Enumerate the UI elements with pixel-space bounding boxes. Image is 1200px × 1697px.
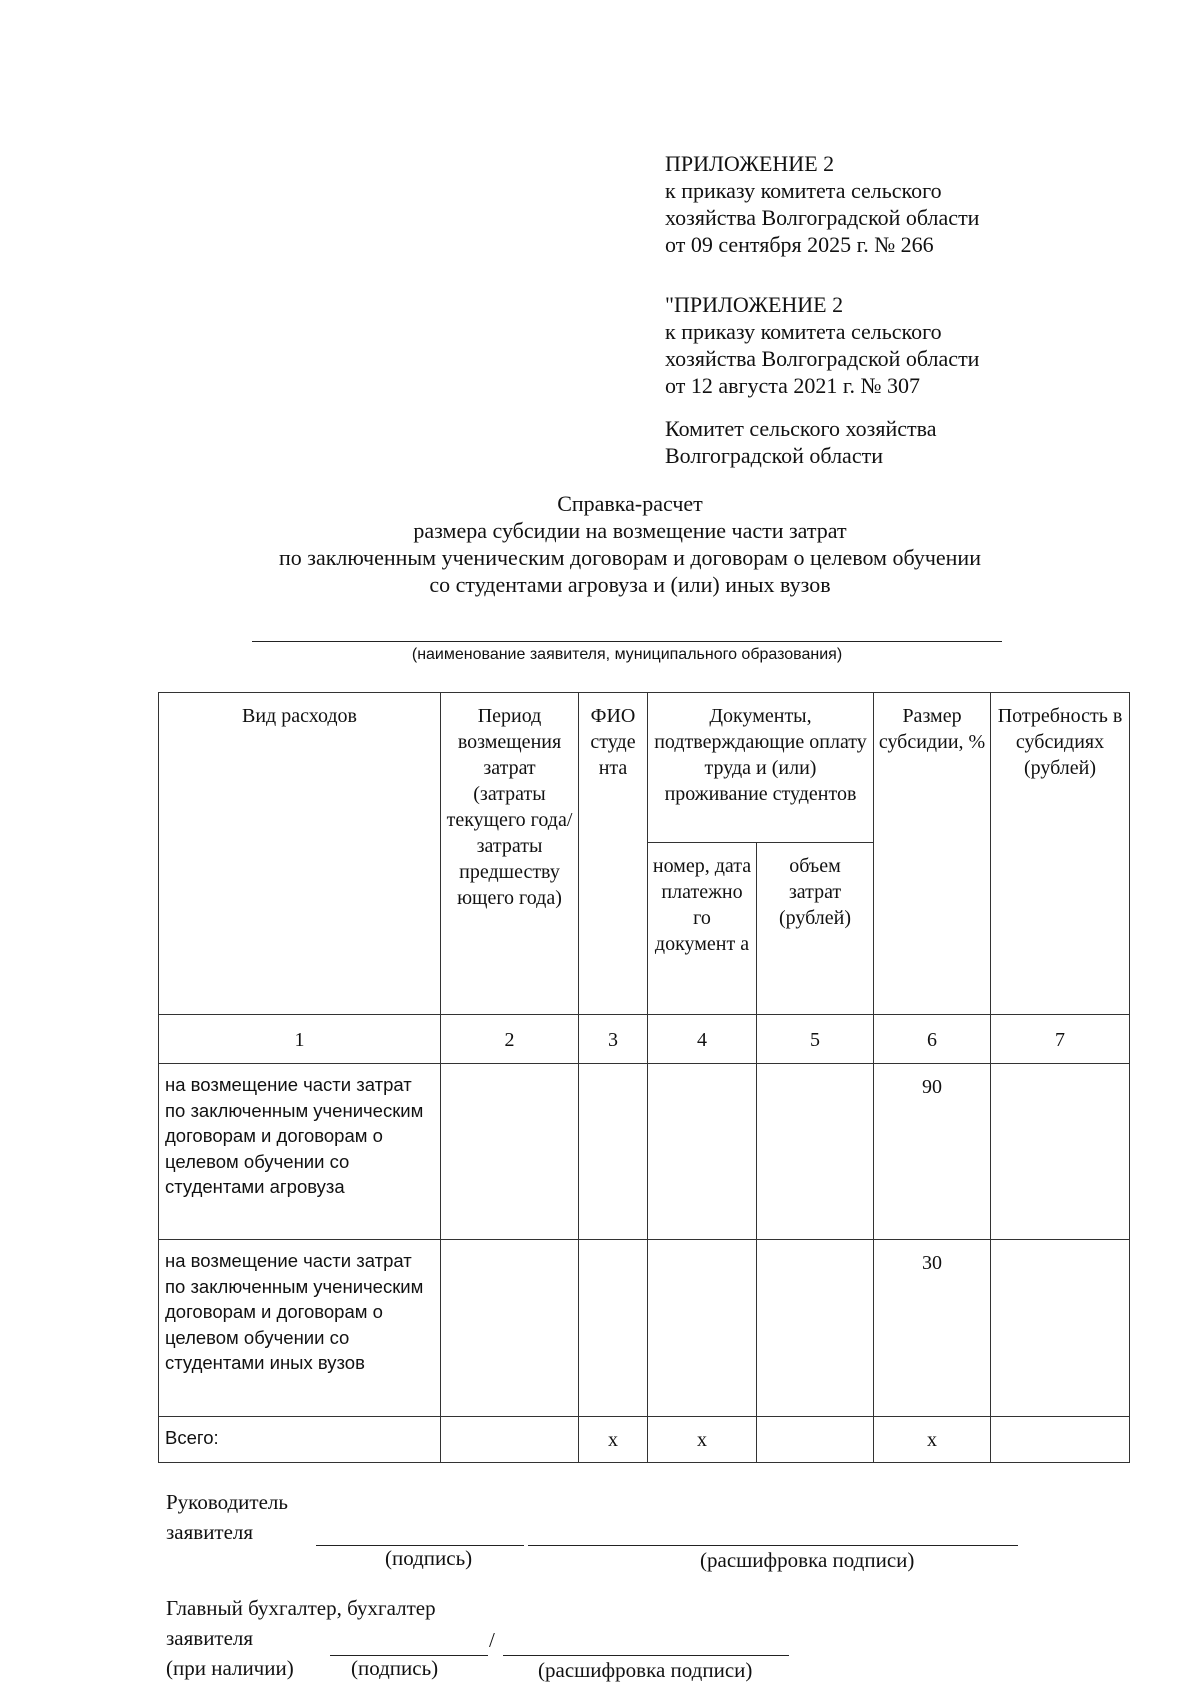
header-payment-documents: Документы, подтверждающие оплату труда и (или) проживание студентов <box>648 693 874 843</box>
period-cell <box>441 1064 579 1240</box>
head-signature-label-1: Руководитель <box>166 1490 288 1514</box>
recipient-block <box>665 415 936 469</box>
expense-amount-cell <box>757 1240 874 1417</box>
appendix-header-line: от 09 сентября 2025 г. № 266 <box>665 232 934 257</box>
subsidy-need-cell <box>991 1240 1130 1417</box>
header-subsidy-rate: Размер субсидии, % <box>874 693 991 1015</box>
head-name-caption: (расшифровка подписи) <box>700 1548 915 1572</box>
accountant-name-line <box>503 1655 789 1656</box>
header-document-number: номер, дата платежно го документ а <box>648 843 757 1015</box>
header-subsidy-need: Потребность в субсидиях (рублей) <box>991 693 1130 1015</box>
column-number: 5 <box>757 1015 874 1064</box>
applicant-name-line <box>252 641 1002 642</box>
appendix-header-current <box>665 150 979 258</box>
accountant-label-3: (при наличии) <box>166 1656 294 1680</box>
accountant-label-1: Главный бухгалтер, бухгалтер <box>166 1596 436 1620</box>
table-row <box>159 1064 1130 1240</box>
appendix-header-line: ПРИЛОЖЕНИЕ 2 <box>665 151 835 176</box>
title-line: размера субсидии на возмещение части затрат <box>413 518 847 543</box>
period-cell <box>441 1240 579 1417</box>
table-row <box>159 1240 1130 1417</box>
column-number: 3 <box>579 1015 648 1064</box>
appendix-header-line: к приказу комитета сельского <box>665 319 942 344</box>
appendix-header-line: к приказу комитета сельского <box>665 178 942 203</box>
subsidy-calculation-table <box>158 692 1130 1463</box>
recipient-line: Комитет сельского хозяйства <box>665 416 937 441</box>
accountant-signature-caption: (подпись) <box>351 1656 439 1680</box>
title-line: по заключенным ученическим договорам и договорам о целевом обучении <box>279 545 981 570</box>
header-student-name: ФИО студе нта <box>579 693 648 1015</box>
expense-type-cell: на возмещение части затрат по заключенным ученическим договорам и договорам о целевом обучении со студентами иных вузов <box>159 1240 441 1417</box>
student-name-cell <box>579 1240 648 1417</box>
column-number: 6 <box>874 1015 991 1064</box>
appendix-header-line: хозяйства Волгоградской области <box>665 205 980 230</box>
appendix-header-line: от 12 августа 2021 г. № 307 <box>665 373 920 398</box>
title-line: Справка-расчет <box>557 491 703 516</box>
header-expense-amount: объем затрат (рублей) <box>757 843 874 1015</box>
subsidy-rate-cell: 90 <box>874 1064 991 1240</box>
subsidy-rate-cell: 30 <box>874 1240 991 1417</box>
title-line: со студентами агровуза и (или) иных вузов <box>429 572 831 597</box>
total-row <box>159 1417 1130 1463</box>
appendix-header-previous <box>665 291 979 399</box>
recipient-line: Волгоградской области <box>665 443 883 468</box>
applicant-name-caption: (наименование заявителя, муниципального образования) <box>411 646 843 663</box>
appendix-header-line: хозяйства Волгоградской области <box>665 346 980 371</box>
student-name-cell: x <box>579 1417 648 1463</box>
expense-type-cell: на возмещение части затрат по заключенным ученическим договорам и договорам о целевом обучении со студентами агровуза <box>159 1064 441 1240</box>
column-number: 4 <box>648 1015 757 1064</box>
document-number-cell <box>648 1064 757 1240</box>
column-number: 2 <box>441 1015 579 1064</box>
head-signature-caption: (подпись) <box>385 1546 473 1570</box>
expense-amount-cell <box>757 1064 874 1240</box>
document-number-cell: x <box>648 1417 757 1463</box>
head-signature-label-2: заявителя <box>166 1520 254 1544</box>
student-name-cell <box>579 1064 648 1240</box>
head-name-line <box>528 1545 1018 1546</box>
accountant-name-caption: (расшифровка подписи) <box>538 1658 753 1682</box>
appendix-header-line: "ПРИЛОЖЕНИЕ 2 <box>665 292 844 317</box>
total-label-cell: Всего: <box>159 1417 441 1463</box>
column-number: 7 <box>991 1015 1130 1064</box>
document-title <box>158 490 1102 598</box>
subsidy-rate-cell: x <box>874 1417 991 1463</box>
signature-separator: / <box>489 1628 495 1652</box>
subsidy-need-cell <box>991 1064 1130 1240</box>
subsidy-need-cell <box>991 1417 1130 1463</box>
header-reimbursement-period: Период возмещения затрат (затраты текущего года/затраты предшеству ющего года) <box>441 693 579 1015</box>
expense-amount-cell <box>757 1417 874 1463</box>
accountant-label-2: заявителя <box>166 1626 254 1650</box>
period-cell <box>441 1417 579 1463</box>
header-expense-type: Вид расходов <box>159 693 441 1015</box>
document-number-cell <box>648 1240 757 1417</box>
column-number: 1 <box>159 1015 441 1064</box>
